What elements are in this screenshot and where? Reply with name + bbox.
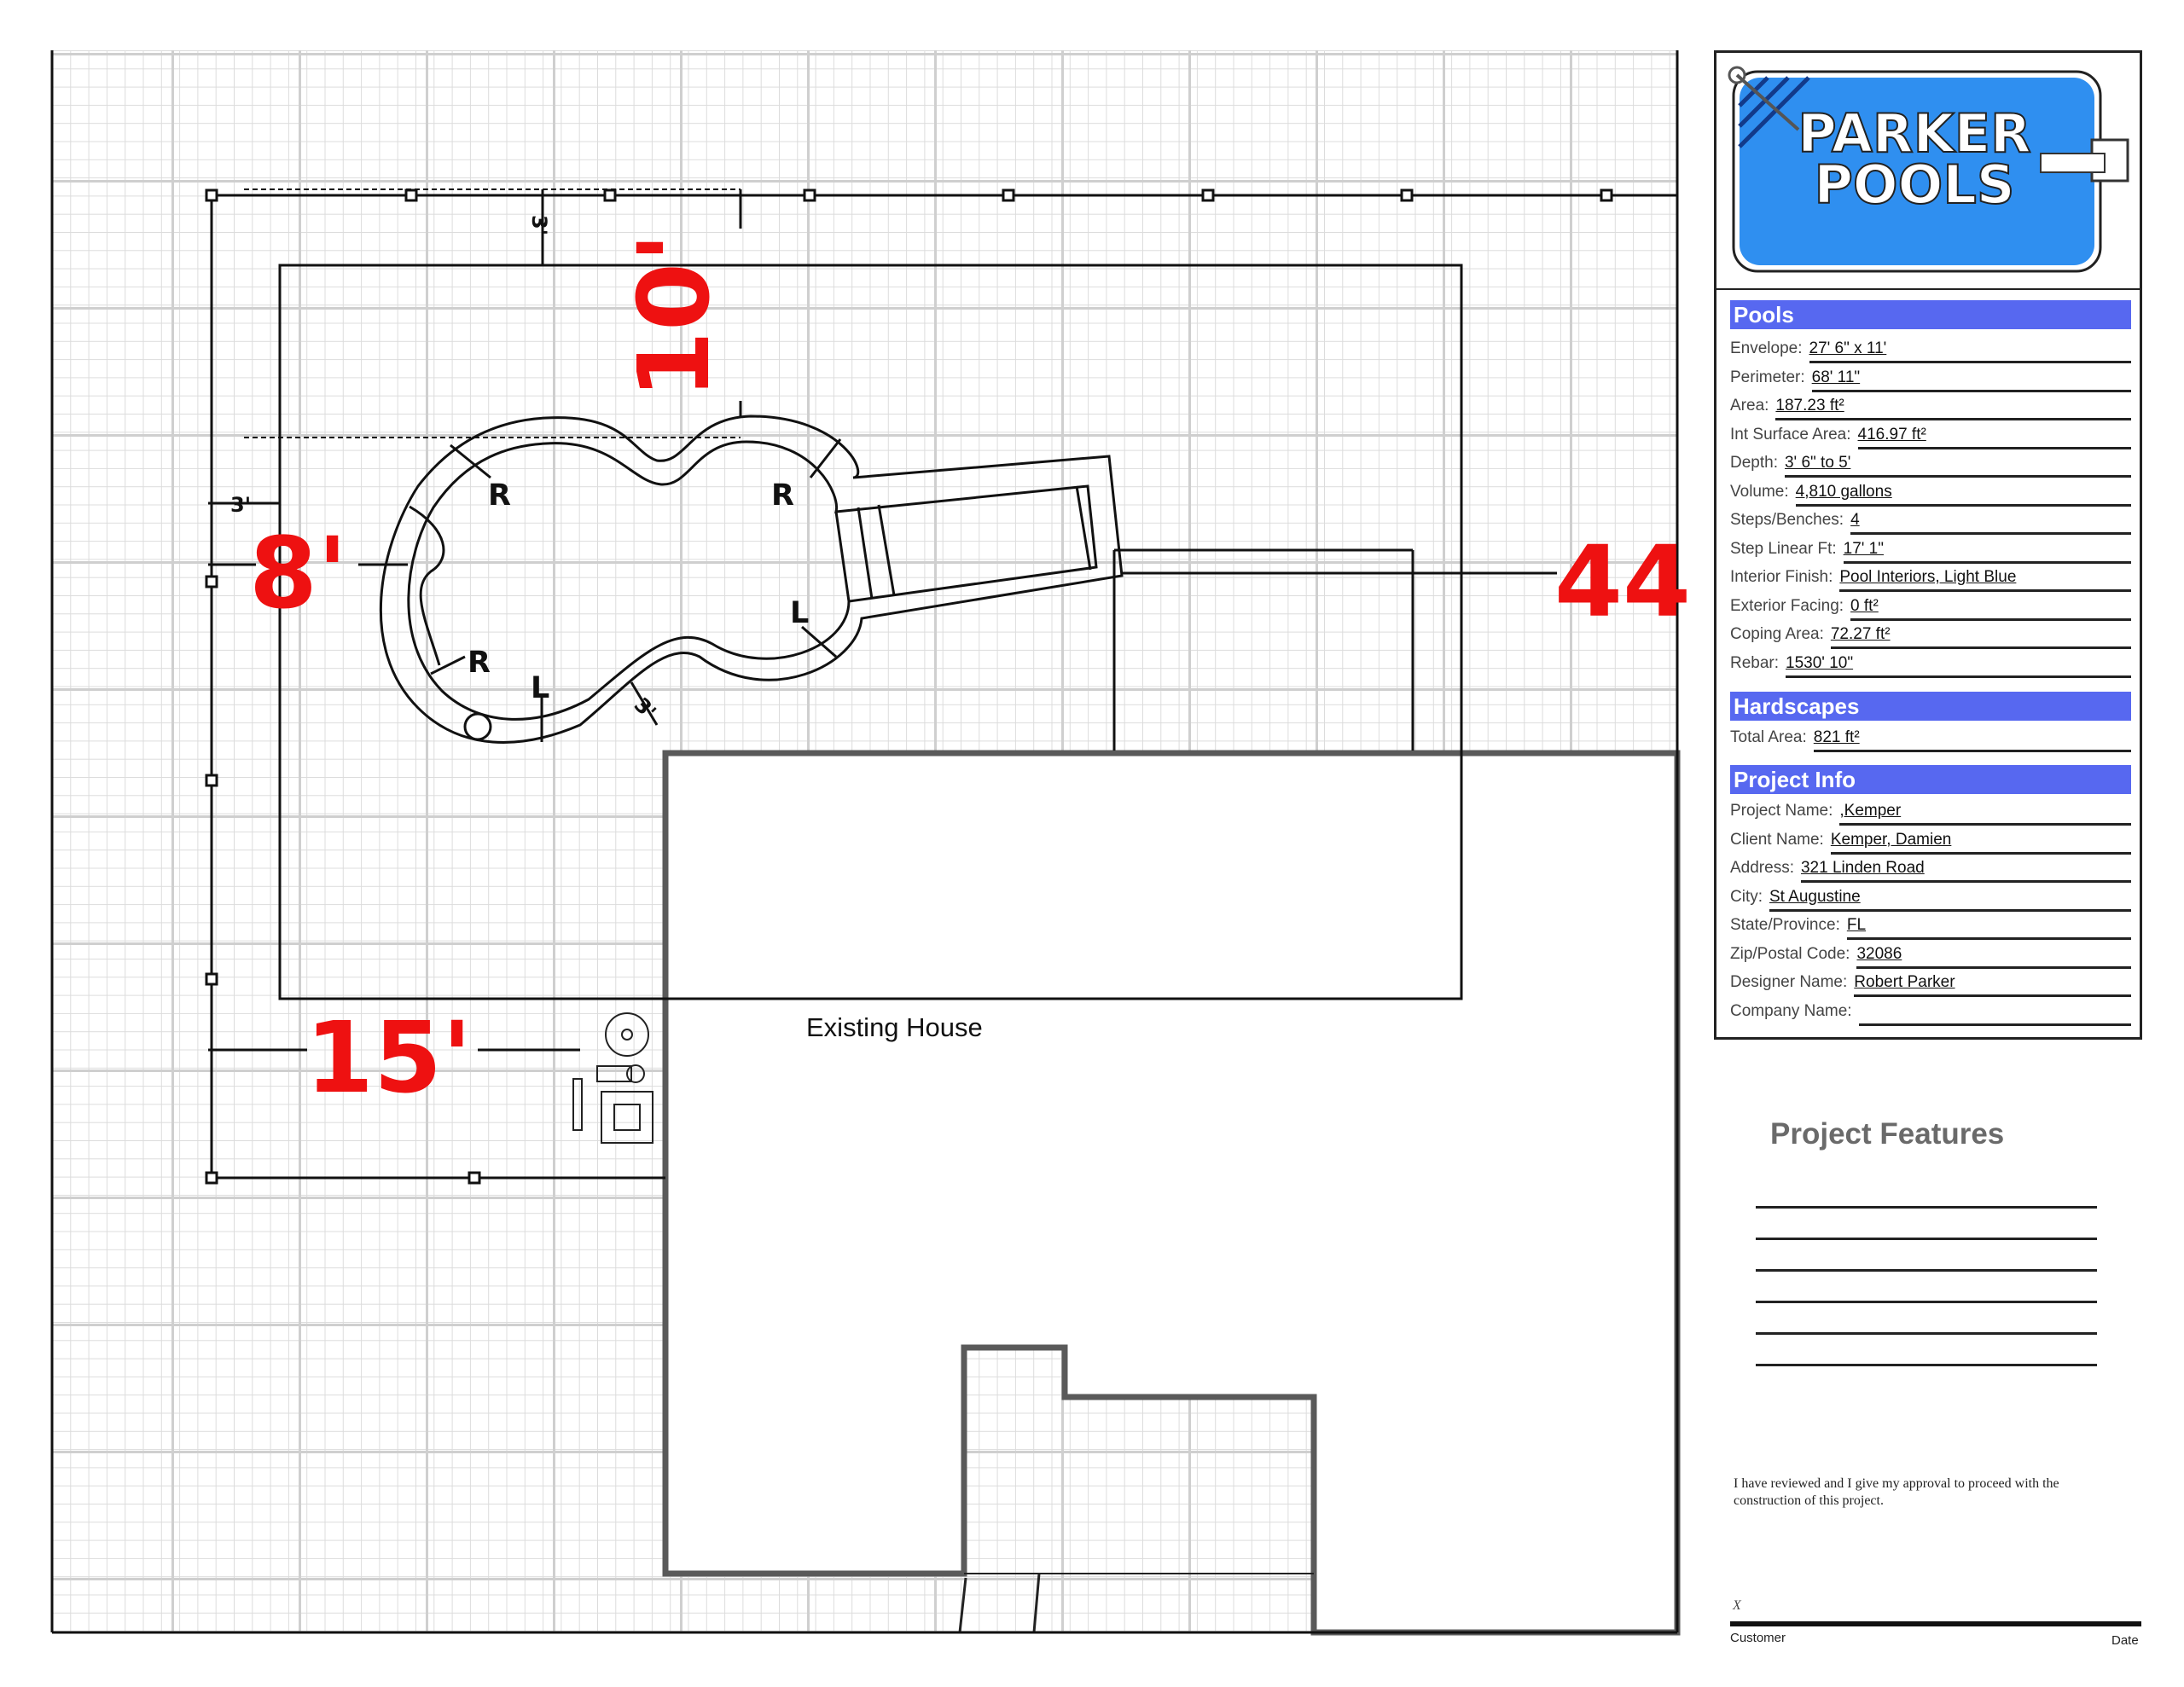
pool-stat-value[interactable]: 0 ft² xyxy=(1850,596,1879,615)
project-info-label: Client Name: xyxy=(1730,830,1824,849)
pool-stat-value[interactable]: Pool Interiors, Light Blue xyxy=(1839,568,2017,586)
title-block xyxy=(1714,50,2142,1040)
pool-stat-label: Step Linear Ft: xyxy=(1730,539,1837,558)
feature-line[interactable] xyxy=(1756,1238,2097,1240)
project-info-underline xyxy=(1856,966,2131,969)
pool-stat-value[interactable]: 1530' 10" xyxy=(1786,653,1854,672)
corner-mark-r1: R xyxy=(488,478,511,513)
pool-stat-label: Coping Area: xyxy=(1730,625,1824,643)
pool-stat-underline xyxy=(1785,475,2131,478)
project-info-row xyxy=(1730,916,2131,942)
hardscape-stat-label: Total Area: xyxy=(1730,728,1807,746)
left-offset-dimension: 3' xyxy=(230,493,252,517)
project-info-section-header: Project Info xyxy=(1730,765,2131,794)
project-info-underline xyxy=(1859,1023,2131,1026)
pool-stat-value[interactable]: 17' 1" xyxy=(1843,539,1884,558)
project-info-value[interactable]: 321 Linden Road xyxy=(1800,859,1925,877)
feature-line[interactable] xyxy=(1756,1269,2097,1272)
date-label: Date xyxy=(2111,1633,2139,1648)
dimension-left: 8' xyxy=(249,517,348,631)
project-info-underline xyxy=(1839,823,2131,826)
project-info-value[interactable]: St Augustine xyxy=(1769,887,1861,906)
pool-stat-underline xyxy=(1850,532,2131,535)
corner-mark-r2: R xyxy=(771,478,794,513)
pool-stat-row xyxy=(1730,597,2131,623)
hardscapes-section-header: Hardscapes xyxy=(1730,692,2131,721)
project-info-value[interactable]: Robert Parker xyxy=(1854,973,1955,991)
logo-line2: POOLS xyxy=(1814,154,2015,216)
parker-pools-logo xyxy=(1716,53,2143,288)
signature-line[interactable] xyxy=(1730,1621,2141,1626)
dimension-top: 10' xyxy=(618,232,732,399)
pool-stat-row xyxy=(1730,654,2131,680)
hardscape-stat-row xyxy=(1730,728,2131,754)
pool-stat-row xyxy=(1730,454,2131,479)
pool-stat-value[interactable]: 68' 11" xyxy=(1811,368,1861,386)
corner-mark-r3: R xyxy=(468,646,491,680)
pool-stat-label: Envelope: xyxy=(1730,339,1803,357)
pool-stat-label: Exterior Facing: xyxy=(1730,596,1844,615)
pool-stat-underline xyxy=(1858,447,2131,449)
project-info-label: Zip/Postal Code: xyxy=(1730,944,1850,963)
dimension-right: 44 xyxy=(1554,525,1692,640)
pool-stat-underline xyxy=(1812,390,2131,392)
project-info-row xyxy=(1730,802,2131,827)
approval-statement: I have reviewed and I give my approval to proceed with the construction of this project. xyxy=(1734,1476,2059,1508)
step-offset-dimension: 3' xyxy=(629,693,661,725)
pool-stat-label: Rebar: xyxy=(1730,653,1780,672)
pool-stat-underline xyxy=(1786,675,2131,678)
pool-stat-underline xyxy=(1839,589,2131,592)
top-offset-dimension: 3' xyxy=(527,215,551,236)
project-info-value[interactable]: FL xyxy=(1846,916,1867,934)
pool-stat-row xyxy=(1730,397,2131,422)
project-info-row xyxy=(1730,859,2131,884)
project-info-row xyxy=(1730,888,2131,913)
pool-stat-label: Interior Finish: xyxy=(1730,568,1833,586)
project-info-row xyxy=(1730,945,2131,971)
project-info-underline xyxy=(1801,880,2131,883)
pool-stat-underline xyxy=(1844,561,2131,564)
project-info-label: Project Name: xyxy=(1730,802,1833,820)
pool-stat-value[interactable]: 27' 6" x 11' xyxy=(1809,339,1887,357)
pool-stat-label: Steps/Benches: xyxy=(1730,511,1844,529)
project-info-underline xyxy=(1831,852,2131,855)
pool-stat-row xyxy=(1730,511,2131,536)
project-info-value[interactable]: ,Kemper xyxy=(1839,802,1902,820)
dimension-bottom: 15' xyxy=(305,1001,473,1116)
pool-stat-value[interactable]: 416.97 ft² xyxy=(1857,425,1926,443)
pool-stat-row xyxy=(1730,426,2131,451)
hardscape-stat-underline xyxy=(1814,750,2131,752)
pool-stat-underline xyxy=(1809,361,2131,363)
project-info-label: State/Province: xyxy=(1730,916,1840,934)
project-info-underline xyxy=(1847,937,2131,940)
project-info-label: Address: xyxy=(1730,859,1794,877)
pool-stat-label: Perimeter: xyxy=(1730,368,1805,386)
project-info-value[interactable]: Kemper, Damien xyxy=(1830,830,1952,849)
corner-mark-l2: L xyxy=(531,671,550,705)
project-info-row xyxy=(1730,831,2131,856)
pool-stat-value[interactable]: 4,810 gallons xyxy=(1795,482,1892,501)
pool-stat-row xyxy=(1730,625,2131,651)
pool-stat-underline xyxy=(1831,646,2131,649)
pool-stat-value[interactable]: 72.27 ft² xyxy=(1830,625,1891,643)
pool-stat-row xyxy=(1730,568,2131,594)
pool-stat-value[interactable]: 4 xyxy=(1850,511,1860,529)
project-features-title: Project Features xyxy=(1770,1117,2005,1151)
pool-stat-underline xyxy=(1796,504,2131,507)
pool-stat-row xyxy=(1730,339,2131,365)
pool-stat-label: Int Surface Area: xyxy=(1730,425,1851,443)
pool-stat-label: Area: xyxy=(1730,397,1769,415)
pool-stat-row xyxy=(1730,540,2131,565)
feature-line[interactable] xyxy=(1756,1301,2097,1303)
project-info-underline xyxy=(1769,909,2131,912)
project-info-label: Designer Name: xyxy=(1730,973,1848,991)
customer-label: Customer xyxy=(1730,1631,1786,1645)
project-info-underline xyxy=(1854,994,2131,997)
pool-stat-row xyxy=(1730,483,2131,508)
pool-stat-underline xyxy=(1850,618,2131,621)
company-logo-area xyxy=(1716,53,2140,290)
feature-line[interactable] xyxy=(1756,1206,2097,1209)
pool-stat-underline xyxy=(1775,418,2131,420)
corner-mark-l1: L xyxy=(790,596,810,630)
pool-stat-label: Depth: xyxy=(1730,454,1778,472)
project-info-label: City: xyxy=(1730,887,1763,906)
house-label: Existing House xyxy=(806,1012,983,1042)
project-info-row xyxy=(1730,1002,2131,1028)
project-info-label: Company Name: xyxy=(1730,1001,1852,1020)
logo-line1: PARKER xyxy=(1798,102,2031,165)
pool-stat-value[interactable]: 187.23 ft² xyxy=(1775,397,1844,415)
signature-x-mark: X xyxy=(1733,1598,1741,1613)
project-info-value[interactable]: 32086 xyxy=(1856,944,1902,963)
pool-stat-label: Volume: xyxy=(1730,482,1789,501)
pools-section-header: Pools xyxy=(1730,300,2131,329)
hardscape-stat-value[interactable]: 821 ft² xyxy=(1813,728,1860,746)
project-info-row xyxy=(1730,973,2131,999)
pool-stat-value[interactable]: 3' 6" to 5' xyxy=(1784,454,1851,472)
feature-line[interactable] xyxy=(1756,1332,2097,1335)
pool-stat-row xyxy=(1730,368,2131,394)
feature-line[interactable] xyxy=(1756,1364,2097,1366)
